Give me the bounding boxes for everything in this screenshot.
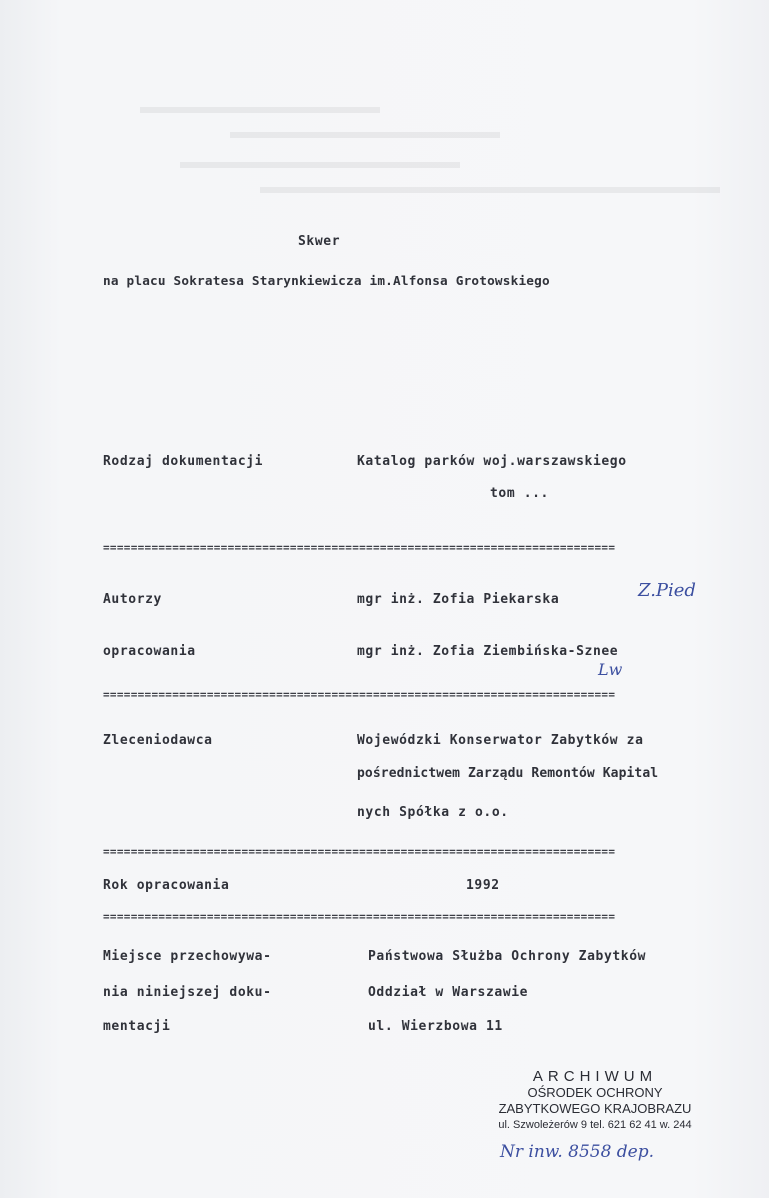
handwritten-inventory-number: Nr inw. 8558 dep. bbox=[500, 1142, 655, 1162]
title-line-1: Skwer bbox=[298, 234, 341, 249]
storage-value-1: Państwowa Służba Ochrony Zabytków bbox=[368, 949, 647, 964]
separator-1: ========================================================================== bbox=[103, 541, 616, 554]
doc-type-value-1: Katalog parków woj.warszawskiego bbox=[357, 454, 627, 469]
author-name-1: mgr inż. Zofia Piekarska bbox=[357, 592, 560, 607]
commissioner-label: Zleceniodawca bbox=[103, 733, 213, 748]
bleed-through-marks bbox=[80, 90, 730, 220]
commissioner-value-2: pośrednictwem Zarządu Remontów Kapital bbox=[357, 766, 659, 781]
storage-value-3: ul. Wierzbowa 11 bbox=[368, 1019, 503, 1034]
stamp-line-3: ZABYTKOWEGO KRAJOBRAZU bbox=[498, 1101, 692, 1116]
handwritten-initials-1: Z.Pied bbox=[638, 580, 696, 601]
commissioner-value-3: nych Spółka z o.o. bbox=[357, 805, 509, 820]
year-label: Rok opracowania bbox=[103, 878, 230, 893]
author-name-2: mgr inż. Zofia Ziembińska-Sznee bbox=[357, 644, 619, 659]
storage-value-2: Oddział w Warszawie bbox=[368, 985, 529, 1000]
storage-label-2: nia niniejszej doku- bbox=[103, 985, 272, 1000]
stamp-line-4: ul. Szwoleżerów 9 tel. 621 62 41 w. 244 bbox=[498, 1119, 692, 1131]
authors-label-2: opracowania bbox=[103, 644, 196, 659]
year-value: 1992 bbox=[466, 878, 500, 893]
stamp-line-1: ARCHIWUM bbox=[532, 1068, 658, 1085]
authors-label-1: Autorzy bbox=[103, 592, 162, 607]
separator-4: ========================================================================== bbox=[103, 910, 616, 923]
separator-3: ========================================================================== bbox=[103, 845, 616, 858]
storage-label-1: Miejsce przechowywa- bbox=[103, 949, 272, 964]
separator-2: ========================================================================== bbox=[103, 688, 616, 701]
storage-label-3: mentacji bbox=[103, 1019, 171, 1034]
doc-type-value-2: tom ... bbox=[490, 486, 549, 501]
doc-type-label: Rodzaj dokumentacji bbox=[103, 454, 264, 469]
handwritten-initials-2: Lw bbox=[598, 660, 623, 679]
archive-stamp bbox=[470, 1068, 720, 1133]
commissioner-value-1: Wojewódzki Konserwator Zabytków za bbox=[357, 733, 644, 748]
title-line-2: na placu Sokratesa Starynkiewicza im.Alfonsa Grotowskiego bbox=[103, 273, 550, 288]
stamp-line-2: OŚRODEK OCHRONY bbox=[527, 1085, 663, 1100]
